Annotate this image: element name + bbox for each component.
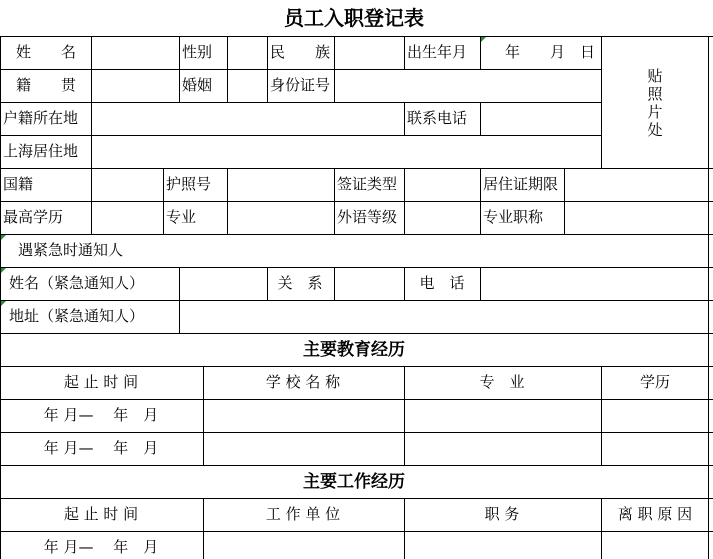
- line-h-4: [0, 168, 713, 169]
- edu-header-school: 学 校 名 称: [265, 373, 341, 391]
- birth-value: 年 月 日: [504, 43, 596, 61]
- label-emergency-address: 地址（紧急通知人）: [9, 307, 145, 325]
- line-v-work: [404, 498, 405, 559]
- line-v-r8: [404, 267, 405, 300]
- line-h-9: [0, 333, 713, 334]
- label-visa-type: 签证类型: [337, 175, 398, 193]
- line-v-work: [203, 498, 204, 559]
- photo-label: 处: [647, 121, 663, 139]
- label-nationality: 国籍: [3, 175, 34, 193]
- line-h-11: [0, 399, 713, 400]
- photo-label: 片: [647, 103, 663, 121]
- line-h-8: [0, 300, 713, 301]
- line-h-10: [0, 366, 713, 367]
- section-title-work: 主要工作经历: [303, 472, 405, 492]
- line-v-r1: [334, 36, 335, 69]
- label-birth: 出生年月: [407, 43, 468, 61]
- line-v-r56: [227, 168, 228, 234]
- label-education: 最高学历: [3, 208, 64, 226]
- edu-header-degree: 学历: [639, 373, 671, 391]
- cell-marker: [1, 235, 6, 240]
- edu-row-period: 年 月— 年 月: [43, 406, 159, 424]
- line-h-7: [0, 267, 713, 268]
- line-v-r56: [334, 168, 335, 234]
- line-h-14: [0, 498, 713, 499]
- line-v-r1: [267, 36, 268, 69]
- line-v-r8: [267, 267, 268, 300]
- line-v-r56: [564, 168, 565, 234]
- line-v-r8: [480, 267, 481, 300]
- line-v-r1: [91, 36, 92, 69]
- line-v-r1: [404, 36, 405, 69]
- label-emergency-name: 姓名（紧急通知人）: [9, 274, 145, 292]
- line-v-r56: [163, 168, 164, 234]
- line-h-5: [0, 201, 713, 202]
- label-emergency-phone: 电 话: [419, 274, 465, 292]
- line-v-r8: [179, 267, 180, 300]
- line-v-r9: [179, 300, 180, 333]
- cell-marker: [481, 37, 486, 42]
- cell-marker: [1, 301, 6, 306]
- line-v-r3: [404, 102, 405, 135]
- line-v-r2: [334, 69, 335, 102]
- line-v-r3: [480, 102, 481, 135]
- line-v-r1: [179, 36, 180, 69]
- line-v-r8: [334, 267, 335, 300]
- work-header-employer: 工 作 单 位: [265, 505, 341, 523]
- line-v-work: [601, 498, 602, 559]
- label-name: 姓 名: [15, 43, 77, 61]
- line-v-r56: [91, 168, 92, 234]
- line-v-r56: [404, 168, 405, 234]
- line-v-r2: [267, 69, 268, 102]
- edu-header-period: 起 止 时 间: [63, 373, 139, 391]
- line-v-r3: [91, 102, 92, 135]
- line-v-edu: [601, 366, 602, 465]
- photo-label: 贴: [647, 67, 663, 85]
- label-contact-phone: 联系电话: [407, 109, 468, 127]
- line-h-0: [0, 36, 713, 37]
- label-shanghai-address: 上海居住地: [3, 142, 79, 160]
- line-v-edu: [203, 366, 204, 465]
- line-h-13: [0, 465, 713, 466]
- label-native-place: 籍 贯: [15, 76, 77, 94]
- label-ethnicity: 民 族: [269, 43, 331, 61]
- label-residence-expiry: 居住证期限: [483, 175, 559, 193]
- cell-marker: [1, 268, 6, 273]
- line-h-15: [0, 531, 713, 532]
- label-foreign-language: 外语等级: [337, 208, 398, 226]
- photo-label: 照: [647, 85, 663, 103]
- page-title: 员工入职登记表: [284, 6, 424, 30]
- line-v-r2: [179, 69, 180, 102]
- line-v-left: [0, 36, 1, 559]
- work-header-period: 起 止 时 间: [63, 505, 139, 523]
- work-header-position: 职 务: [484, 505, 520, 523]
- line-v-edu: [404, 366, 405, 465]
- line-v-r2: [227, 69, 228, 102]
- line-v-r2: [91, 69, 92, 102]
- label-gender: 性别: [182, 43, 213, 61]
- line-v-r56: [480, 168, 481, 234]
- label-passport: 护照号: [166, 175, 212, 193]
- label-relation: 关 系: [277, 274, 323, 292]
- label-major: 专业: [166, 208, 197, 226]
- edu-header-major: 专 业: [479, 373, 525, 391]
- edu-row-period: 年 月— 年 月: [43, 439, 159, 457]
- label-professional-title: 专业职称: [483, 208, 544, 226]
- work-row-period: 年 月— 年 月: [43, 538, 159, 556]
- emergency-header: 遇紧急时通知人: [18, 241, 124, 259]
- line-h-12: [0, 432, 713, 433]
- line-v-r4: [91, 135, 92, 168]
- section-title-education: 主要教育经历: [303, 340, 405, 360]
- label-id-number: 身份证号: [270, 76, 331, 94]
- work-header-leave-reason: 离 职 原 因: [617, 505, 693, 523]
- line-v-r1: [227, 36, 228, 69]
- line-v-photo: [601, 36, 602, 168]
- label-marital: 婚姻: [182, 76, 213, 94]
- line-v-right: [708, 36, 709, 559]
- line-h-6: [0, 234, 713, 235]
- label-household: 户籍所在地: [3, 109, 79, 127]
